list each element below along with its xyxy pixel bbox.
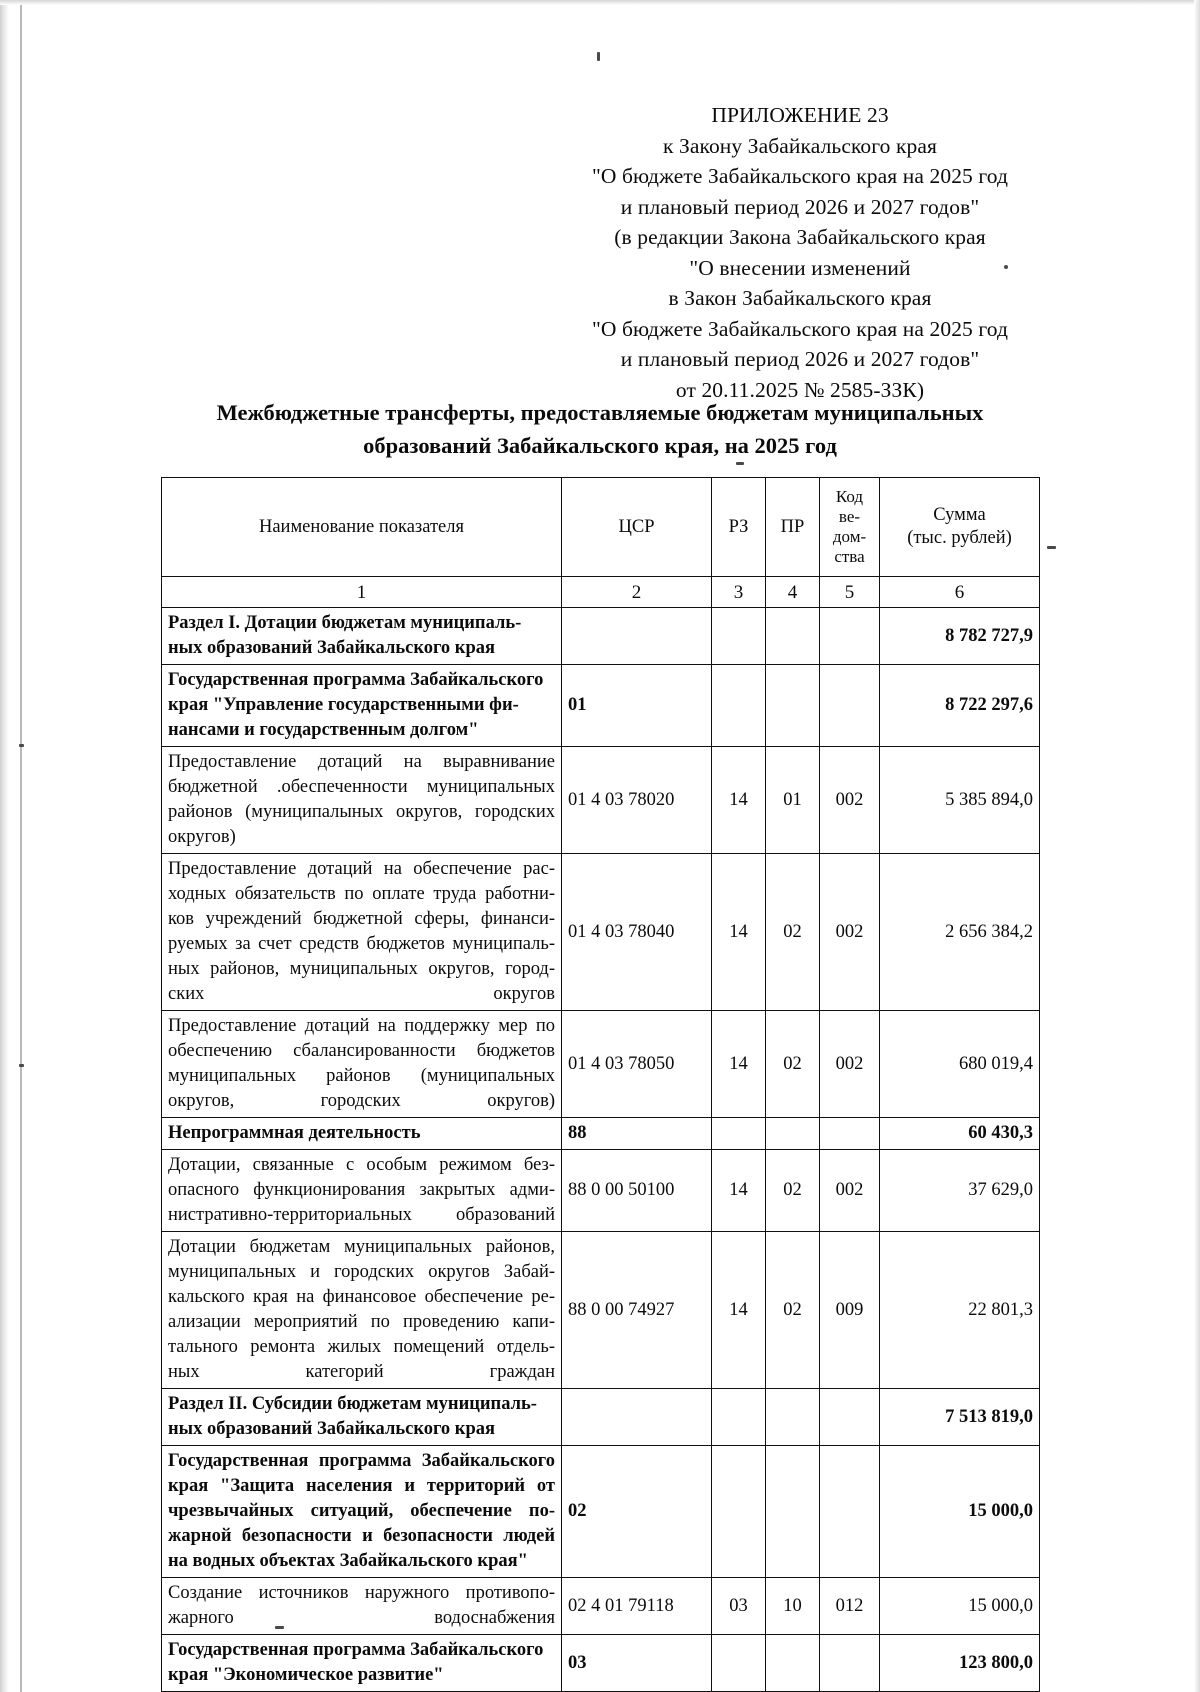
table-row xyxy=(162,1011,1040,1118)
cell-csr xyxy=(562,608,712,665)
cell-vedomstvo-code xyxy=(820,1446,880,1578)
col-number-5: 5 xyxy=(820,577,880,608)
cell-vedomstvo-code: 009 xyxy=(820,1232,880,1389)
table-row xyxy=(162,1232,1040,1389)
cell-pr: 02 xyxy=(766,1232,820,1389)
cell-csr: 03 xyxy=(562,1635,712,1692)
cell-csr xyxy=(562,1389,712,1446)
cell-sum: 15 000,0 xyxy=(880,1446,1040,1578)
cell-sum: 680 019,4 xyxy=(880,1011,1040,1118)
cell-sum: 2 656 384,2 xyxy=(880,854,1040,1011)
scan-speck xyxy=(736,462,744,465)
cell-csr: 01 4 03 78020 xyxy=(562,747,712,854)
cell-pr: 02 xyxy=(766,854,820,1011)
cell-vedomstvo-code: 002 xyxy=(820,747,880,854)
col-number-3: 3 xyxy=(712,577,766,608)
cell-rz: 14 xyxy=(712,1011,766,1118)
table-row xyxy=(162,1118,1040,1150)
cell-sum: 60 430,3 xyxy=(880,1118,1040,1150)
cell-csr: 88 0 00 74927 xyxy=(562,1232,712,1389)
cell-indicator-name: Раздел II. Субсидии бюджетам муниципаль- ных образований Забайкальского края xyxy=(162,1389,562,1446)
cell-sum: 8 722 297,6 xyxy=(880,665,1040,747)
cell-vedomstvo-code: 002 xyxy=(820,854,880,1011)
cell-sum: 15 000,0 xyxy=(880,1578,1040,1635)
cell-pr xyxy=(766,1446,820,1578)
cell-rz xyxy=(712,665,766,747)
scan-speck xyxy=(1047,546,1056,549)
col-header-sum-line1: Сумма xyxy=(933,505,986,525)
table-row xyxy=(162,854,1040,1011)
column-numbering-row xyxy=(162,577,1040,608)
cell-sum: 123 800,0 xyxy=(880,1635,1040,1692)
cell-indicator-name: Непрограммная деятельность xyxy=(162,1118,562,1150)
cell-indicator-name: Предоставление дотаций на выравнивание бюджетной .обеспеченности муниципальных районов (муниципалыных округов, городских округов) xyxy=(162,747,562,854)
cell-indicator-name: Государственная программа Забайкальского края "Защита населения и территорий от чрезвычайных ситуаций, обеспечение по-жарной безопасности и безопасности людей на водных объектах Забайкальского края" xyxy=(162,1446,562,1578)
cell-indicator-name: Дотации бюджетам муниципальных районов, муниципальных и городских округов Забай-кальского края на финансовое обеспечение ре-ализации мероприятий по проведению капи-тального ремонта жилых помещений отдель-ных категорий граждан xyxy=(162,1232,562,1389)
col-header-vedomstvo-code xyxy=(820,478,880,577)
scan-speck xyxy=(19,1064,24,1067)
col-header-rz: РЗ xyxy=(712,478,766,577)
page-title-line-1: Межбюджетные трансферты, предоставляемые бюджетам муниципальных xyxy=(216,400,984,425)
header-line-6: "О внесении изменений xyxy=(689,255,911,280)
cell-vedomstvo-code xyxy=(820,1389,880,1446)
cell-sum: 37 629,0 xyxy=(880,1150,1040,1232)
header-line-3: "О бюджете Забайкальского края на 2025 год xyxy=(591,164,1009,188)
table-header xyxy=(162,478,1040,608)
cell-vedomstvo-code xyxy=(820,665,880,747)
cell-indicator-name: Создание источников наружного противопо-жарного водоснабжения xyxy=(162,1578,562,1635)
cell-vedomstvo-code: 002 xyxy=(820,1150,880,1232)
col-header-csr: ЦСР xyxy=(562,478,712,577)
table-row xyxy=(162,1150,1040,1232)
table-row xyxy=(162,747,1040,854)
scan-edge-right xyxy=(1194,0,1200,1692)
cell-indicator-name: Предоставление дотаций на поддержку мер по обеспечению сбалансированности бюджетов муниципальных районов (муниципальных округов, городских округов) xyxy=(162,1011,562,1118)
cell-pr xyxy=(766,1389,820,1446)
table-row xyxy=(162,1389,1040,1446)
cell-vedomstvo-code: 002 xyxy=(820,1011,880,1118)
cell-indicator-name: Государственная программа Забайкальского края "Управление государственными фи- нансами и государственным долгом" xyxy=(162,665,562,747)
cell-csr: 88 xyxy=(562,1118,712,1150)
col-header-kv-line3: дом- xyxy=(832,527,867,546)
budget-table xyxy=(161,477,1040,1692)
cell-csr: 01 4 03 78050 xyxy=(562,1011,712,1118)
cell-vedomstvo-code xyxy=(820,1118,880,1150)
cell-rz: 03 xyxy=(712,1578,766,1635)
cell-sum: 7 513 819,0 xyxy=(880,1389,1040,1446)
cell-rz: 14 xyxy=(712,747,766,854)
table-row xyxy=(162,608,1040,665)
col-header-name: Наименование показателя xyxy=(162,478,562,577)
header-line-7: в Закон Забайкальского края xyxy=(668,286,932,310)
document-header xyxy=(540,100,1060,405)
table-row xyxy=(162,1635,1040,1692)
header-line-10: от 20.11.2025 № 2585-ЗЗК) xyxy=(675,377,925,402)
col-header-pr: ПР xyxy=(766,478,820,577)
table-body xyxy=(162,608,1040,1692)
cell-rz xyxy=(712,608,766,665)
cell-vedomstvo-code xyxy=(820,1635,880,1692)
cell-indicator-name: Раздел I. Дотации бюджетам муниципаль- ных образований Забайкальского края xyxy=(162,608,562,665)
scan-speck xyxy=(597,52,600,61)
cell-rz: 14 xyxy=(712,1150,766,1232)
cell-vedomstvo-code: 012 xyxy=(820,1578,880,1635)
header-line-4: и плановый период 2026 и 2027 годов" xyxy=(620,194,980,219)
cell-csr: 02 xyxy=(562,1446,712,1578)
cell-indicator-name: Государственная программа Забайкальского края "Экономическое развитие" xyxy=(162,1635,562,1692)
header-line-2: к Закону Забайкальского края xyxy=(662,133,938,158)
cell-pr: 01 xyxy=(766,747,820,854)
cell-indicator-name: Дотации, связанные с особым режимом без-опасного функционирования закрытых адми-нистративно-территориальных образований xyxy=(162,1150,562,1232)
col-header-kv-line2: ве- xyxy=(838,507,861,526)
table-header-row xyxy=(162,478,1040,577)
cell-pr xyxy=(766,1635,820,1692)
cell-csr: 02 4 01 79118 xyxy=(562,1578,712,1635)
header-line-9: и плановый период 2026 и 2027 годов" xyxy=(620,347,980,371)
page-title-line-2: образований Забайкальского края, на 2025 год xyxy=(363,433,837,458)
cell-rz: 14 xyxy=(712,854,766,1011)
table-row xyxy=(162,1446,1040,1578)
cell-pr xyxy=(766,665,820,747)
cell-pr: 10 xyxy=(766,1578,820,1635)
scan-edge-left-line xyxy=(20,0,22,1692)
budget-table-wrapper xyxy=(161,477,1039,1692)
col-header-kv-line4: ства xyxy=(834,547,865,566)
col-header-sum xyxy=(880,478,1040,577)
table-row xyxy=(162,665,1040,747)
cell-rz xyxy=(712,1389,766,1446)
table-row xyxy=(162,1578,1040,1635)
cell-vedomstvo-code xyxy=(820,608,880,665)
cell-sum: 8 782 727,9 xyxy=(880,608,1040,665)
cell-csr: 01 4 03 78040 xyxy=(562,854,712,1011)
cell-pr xyxy=(766,608,820,665)
cell-sum: 5 385 894,0 xyxy=(880,747,1040,854)
cell-pr xyxy=(766,1118,820,1150)
col-number-4: 4 xyxy=(766,577,820,608)
cell-indicator-name: Предоставление дотаций на обеспечение рас-ходных обязательств по оплате труда работни-ков учреждений бюджетной сферы, финанси-руемых за счет средств бюджетов муниципаль-ных районов, муниципальных округов, город-ских округов xyxy=(162,854,562,1011)
col-number-1: 1 xyxy=(162,577,562,608)
scan-speck xyxy=(19,744,24,747)
scan-edge-top xyxy=(0,0,1200,5)
cell-csr: 88 0 00 50100 xyxy=(562,1150,712,1232)
cell-pr: 02 xyxy=(766,1150,820,1232)
col-header-sum-line2: (тыс. рублей) xyxy=(907,528,1012,548)
col-header-kv-line1: Код xyxy=(835,487,864,506)
header-line-1: ПРИЛОЖЕНИЕ 23 xyxy=(711,103,889,127)
cell-pr: 02 xyxy=(766,1011,820,1118)
cell-rz xyxy=(712,1446,766,1578)
cell-sum: 22 801,3 xyxy=(880,1232,1040,1389)
col-number-2: 2 xyxy=(562,577,712,608)
cell-rz xyxy=(712,1118,766,1150)
cell-rz xyxy=(712,1635,766,1692)
scan-edge-left xyxy=(0,0,9,1692)
cell-rz: 14 xyxy=(712,1232,766,1389)
cell-csr: 01 xyxy=(562,665,712,747)
page-title xyxy=(150,396,1050,462)
header-line-8: "О бюджете Забайкальского края на 2025 год xyxy=(591,316,1009,341)
header-line-5: (в редакции Закона Забайкальского края xyxy=(614,225,986,249)
col-number-6: 6 xyxy=(880,577,1040,608)
